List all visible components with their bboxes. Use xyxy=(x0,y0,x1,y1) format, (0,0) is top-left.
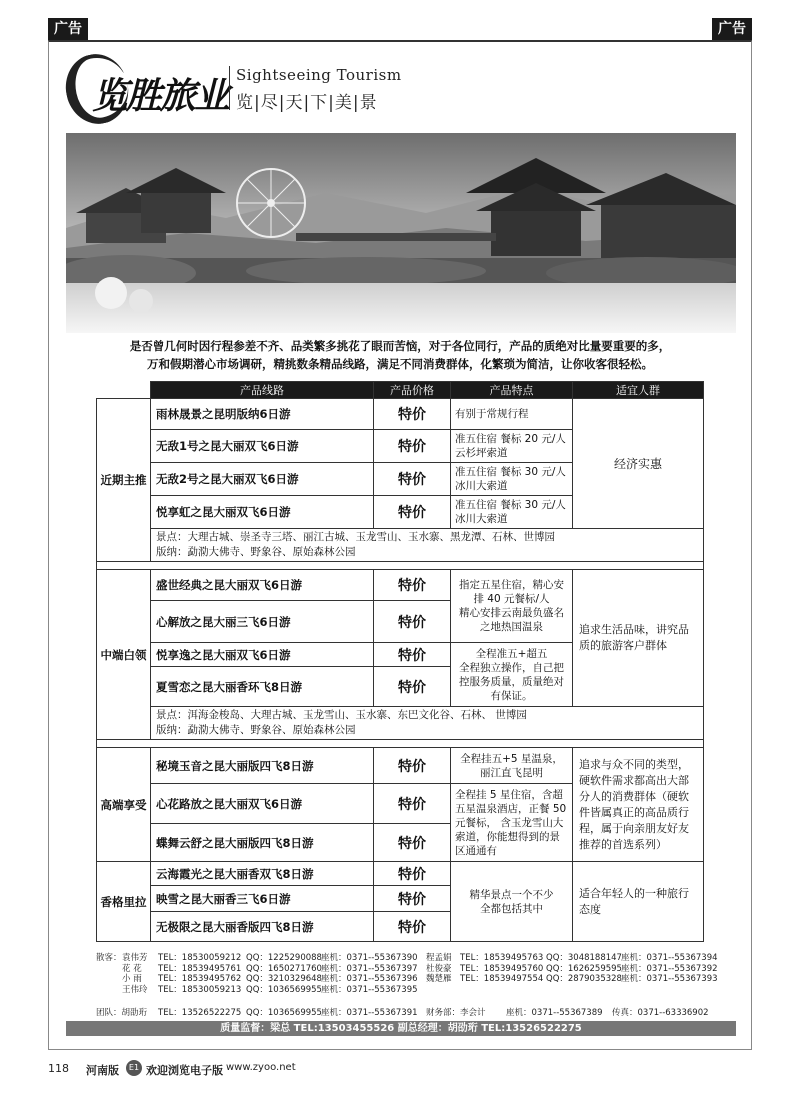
finance-label: 财务部：李会计 xyxy=(426,1008,486,1018)
route-name: 秘境玉音之昆大丽版四飞8日游 xyxy=(151,748,374,784)
team-tel: TEL：13526522275 xyxy=(158,1008,242,1018)
header-features: 产品特点 xyxy=(451,382,573,399)
route-feature: 有别于常规行程 xyxy=(451,399,573,430)
route-name: 云海霞光之昆大丽香双飞8日游 xyxy=(151,862,374,886)
table-row xyxy=(97,748,704,784)
category-label: 中端白领 xyxy=(97,570,151,740)
sights-line: 景点：大理古城、崇圣寺三塔、丽江古城、玉龙雪山、玉水寨、黑龙潭、石林、世博园 xyxy=(156,531,555,543)
price-label: 特价 xyxy=(374,496,451,529)
price-label: 特价 xyxy=(374,862,451,886)
header-empty xyxy=(97,382,151,399)
category-label: 近期主推 xyxy=(97,399,151,562)
sights-list xyxy=(151,529,704,562)
audience-label: 追求生活品味，讲究品质的旅游客户群体 xyxy=(573,570,704,707)
contact-qq: QQ：2879035328 xyxy=(546,974,622,984)
contact-ext: 座机：0371--55367397 xyxy=(321,963,418,974)
table-header xyxy=(97,382,704,399)
audience-label: 追求与众不同的类型，硬软件需求都高出大部分人的消费群体（硬软件皆属真正的高品质行程，属于向亲朋友好友推荐的首选系列） xyxy=(573,748,704,862)
sights-row xyxy=(97,529,704,562)
contact-ext: 座机：0371--55367392 xyxy=(621,963,718,974)
ad-label-right: 广告 xyxy=(712,18,752,40)
contact-tel: TEL：18539497554 xyxy=(460,974,544,984)
contact-ext: 座机：0371--55367394 xyxy=(621,953,718,963)
table-row xyxy=(97,862,704,886)
header-route: 产品线路 xyxy=(151,382,374,399)
route-feature: 准五住宿 餐标 20 元/人 云杉坪索道 xyxy=(451,430,573,463)
price-label: 特价 xyxy=(374,748,451,784)
contact-tel: TEL：18539495760 xyxy=(460,963,544,974)
route-feature: 全程挂 5 星住宿，含超五星温泉酒店，正餐 50 元餐标， 含玉龙雪山大索道，你能想得到的景区通通有 xyxy=(451,784,573,862)
price-label: 特价 xyxy=(374,399,451,430)
route-name: 映雪之昆大丽香三飞6日游 xyxy=(151,886,374,912)
route-name: 蝶舞云舒之昆大丽版四飞8日游 xyxy=(151,824,374,862)
brand-slogan: 览|尽|天|下|美|景 xyxy=(236,93,378,113)
route-name: 悦享逸之昆大丽双飞6日游 xyxy=(151,643,374,667)
contact-name: 袁伟芳 xyxy=(122,953,148,963)
contact-name: 王伟玲 xyxy=(122,984,148,995)
contact-qq: QQ：1225290088 xyxy=(246,953,322,963)
contact-qq: QQ：3210329648 xyxy=(246,974,322,984)
route-feature: 全程准五+超五 全程独立操作，自己把控服务质量，质量绝对有保证。 xyxy=(451,643,573,707)
contact-name: 杜俊豪 xyxy=(426,963,452,974)
edition-label: 河南版 xyxy=(86,1064,119,1077)
brand-name-cn: 览胜旅业 xyxy=(92,75,229,117)
contact-tel: TEL：18539495763 xyxy=(460,953,544,963)
price-label: 特价 xyxy=(374,463,451,496)
contact-qq: QQ：1650271760 xyxy=(246,963,322,974)
quality-supervision-bar: 质量监督：梁总 TEL:13503455526 副总经理：胡劭珩 TEL:13526522275 xyxy=(66,1021,736,1036)
sights-row xyxy=(97,707,704,740)
table-row xyxy=(97,570,704,601)
welcome-text: 欢迎浏览电子版 xyxy=(146,1064,223,1077)
contact-tel: TEL：18530059212 xyxy=(158,953,242,963)
route-name: 盛世经典之昆大丽双飞6日游 xyxy=(151,570,374,601)
contact-tel: TEL：18530059213 xyxy=(158,984,242,995)
contact-ext: 座机：0371--55367396 xyxy=(321,974,418,984)
brand-logo xyxy=(66,52,236,132)
contact-name: 花 花 xyxy=(122,963,142,974)
price-label: 特价 xyxy=(374,886,451,912)
contacts-label: 散客： xyxy=(96,953,122,963)
route-feature: 准五住宿 餐标 30 元/人 冰川大索道 xyxy=(451,496,573,529)
route-name: 悦享虹之昆大丽双飞6日游 xyxy=(151,496,374,529)
price-label: 特价 xyxy=(374,643,451,667)
intro-line-2: 万和假期潜心市场调研，精挑数条精品线路，满足不同消费群体，化繁琐为简洁，让你收客很轻松。 xyxy=(147,357,653,371)
page-number: 118 xyxy=(48,1062,69,1075)
sights-line: 版纳：勐泐大佛寺、野象谷、原始森林公园 xyxy=(156,724,356,736)
route-name: 心花路放之昆大丽双飞6日游 xyxy=(151,784,374,824)
table-row xyxy=(97,399,704,430)
route-feature: 全程挂五+5 星温泉，丽江直飞昆明 xyxy=(451,748,573,784)
site-link[interactable]: www.zyoo.net xyxy=(226,1062,296,1073)
price-label: 特价 xyxy=(374,601,451,643)
fax-number: 传真：0371--63336902 xyxy=(612,1008,709,1018)
price-label: 特价 xyxy=(374,784,451,824)
contact-ext: 座机：0371--55367395 xyxy=(321,984,418,995)
contact-name: 魏楚雁 xyxy=(426,974,452,984)
team-qq: QQ：1036569955 xyxy=(246,1008,322,1018)
route-feature: 准五住宿 餐标 30 元/人 冰川大索道 xyxy=(451,463,573,496)
category-label: 香格里拉 xyxy=(97,862,151,942)
sights-list xyxy=(151,707,704,740)
route-name: 无敌1号之昆大丽双飞6日游 xyxy=(151,430,374,463)
logo-divider xyxy=(229,66,230,110)
route-name: 心解放之昆大丽三飞6日游 xyxy=(151,601,374,643)
sights-line: 景点：洱海金梭岛、大理古城、玉龙雪山、玉水寨、东巴文化谷、石林、 世博园 xyxy=(156,709,527,721)
contact-qq: QQ：1036569955 xyxy=(246,984,322,995)
contact-name: 程孟娟 xyxy=(426,953,452,963)
landscape-illustration xyxy=(66,133,736,333)
intro-line-1: 是否曾几何时因行程参差不齐、品类繁多挑花了眼而苦恼，对于各位同行，产品的质绝对比量要重要的多， xyxy=(129,339,671,353)
header-price: 产品价格 xyxy=(374,382,451,399)
header-audience: 适宜人群 xyxy=(573,382,704,399)
route-name: 无极限之昆大丽香版四飞8日游 xyxy=(151,912,374,942)
contact-qq: QQ：3048188147 xyxy=(546,953,622,963)
contact-tel: TEL：18539495762 xyxy=(158,974,242,984)
group-separator xyxy=(97,562,704,570)
team-label: 团队：胡劭珩 xyxy=(96,1008,148,1018)
route-feature: 精华景点一个不少 全都包括其中 xyxy=(451,862,573,942)
price-label: 特价 xyxy=(374,430,451,463)
category-label: 高端享受 xyxy=(97,748,151,862)
audience-label: 经济实惠 xyxy=(573,399,704,529)
banner-image xyxy=(66,133,736,333)
price-label: 特价 xyxy=(374,912,451,942)
route-table xyxy=(96,381,704,942)
edition-badge-icon: E1 xyxy=(126,1060,142,1076)
sights-line: 版纳：勐泐大佛寺、野象谷、原始森林公园 xyxy=(156,546,356,558)
ad-label-left: 广告 xyxy=(48,18,88,40)
brand-name-en: Sightseeing Tourism xyxy=(236,66,402,84)
contact-qq: QQ：1626259595 xyxy=(546,963,622,974)
audience-label: 适合年轻人的一种旅行态度 xyxy=(573,862,704,942)
route-name: 无敌2号之昆大丽双飞6日游 xyxy=(151,463,374,496)
price-label: 特价 xyxy=(374,570,451,601)
contact-ext: 座机：0371--55367393 xyxy=(621,974,718,984)
finance-ext: 座机：0371--55367389 xyxy=(506,1008,603,1018)
intro-text xyxy=(60,337,740,373)
price-label: 特价 xyxy=(374,667,451,707)
contact-ext: 座机：0371--55367390 xyxy=(321,953,418,963)
route-feature: 指定五星住宿，精心安排 40 元餐标/人 精心安排云南最负盛名之地热国温泉 xyxy=(451,570,573,643)
route-name: 雨林晟景之昆明版纳6日游 xyxy=(151,399,374,430)
price-label: 特价 xyxy=(374,824,451,862)
contact-name: 小 雨 xyxy=(122,974,142,984)
contact-tel: TEL：18539495761 xyxy=(158,963,242,974)
route-name: 夏雪恋之昆大丽香环飞8日游 xyxy=(151,667,374,707)
team-ext: 座机：0371--55367391 xyxy=(321,1008,418,1018)
group-separator xyxy=(97,740,704,748)
